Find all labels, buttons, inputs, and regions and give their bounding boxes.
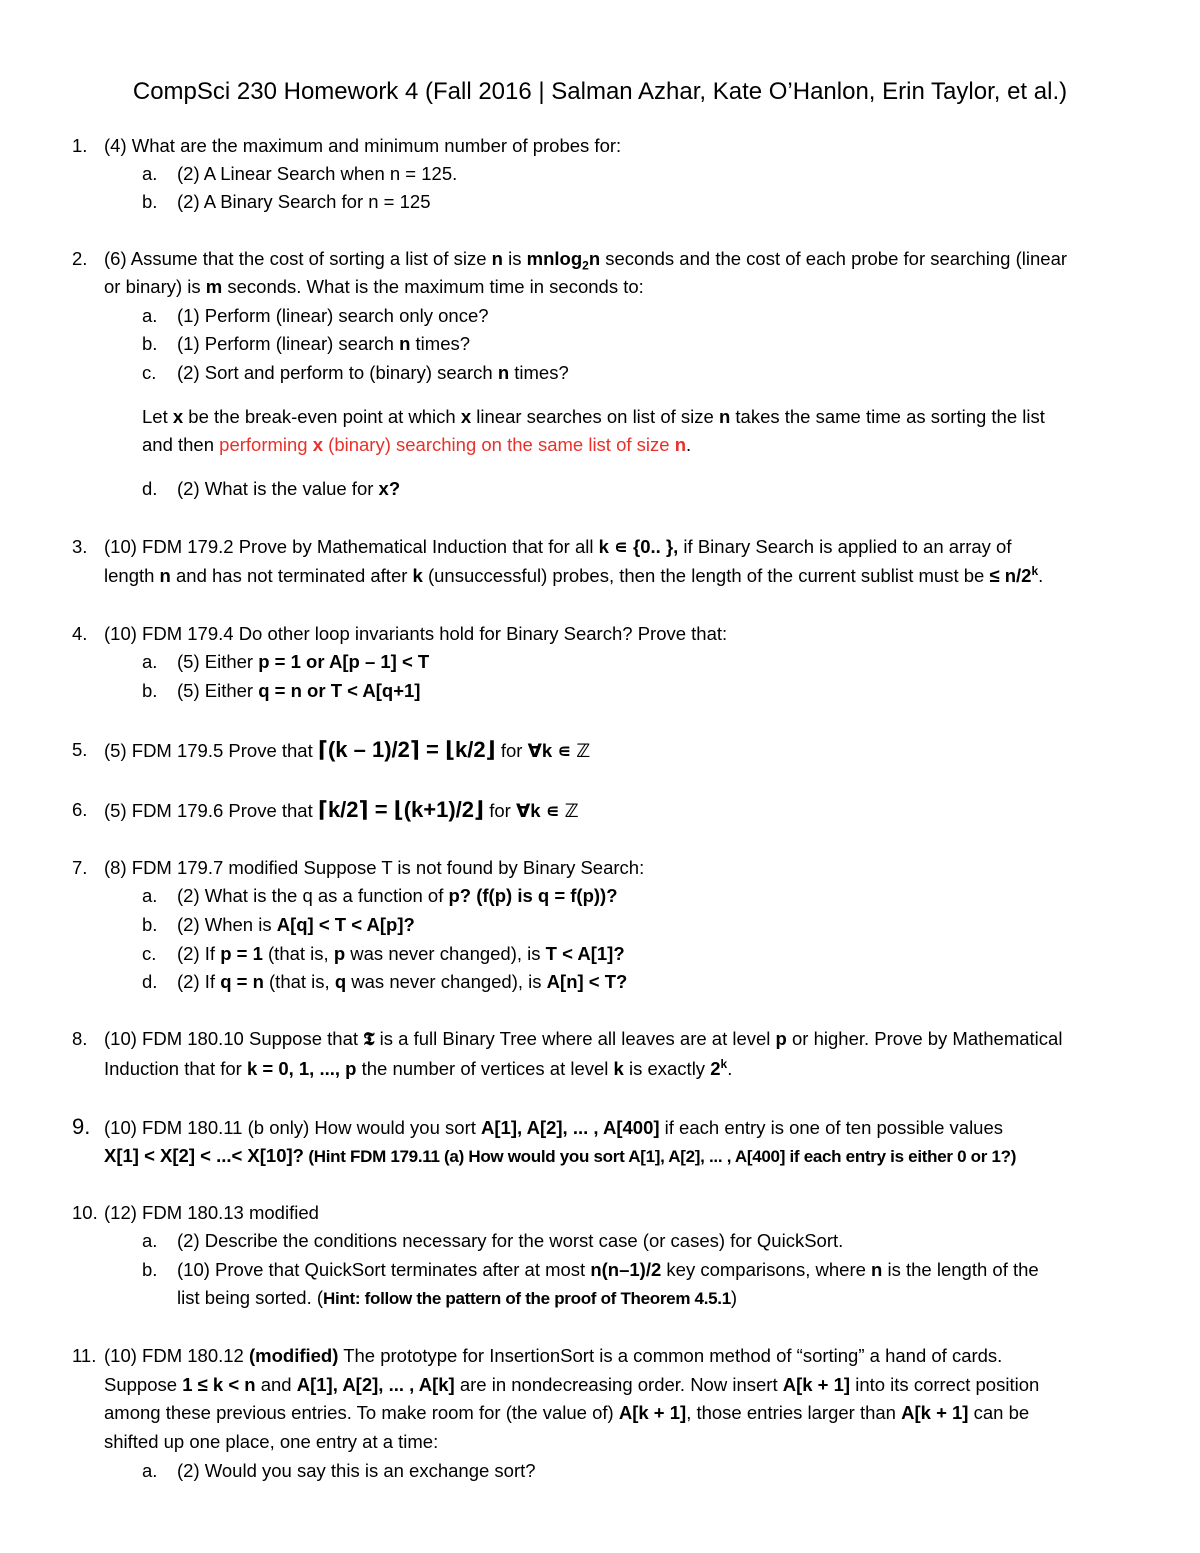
question-3-line-1: (10) FDM 179.2 Prove by Mathematical Induction that for all k ∊ {0.. }, if Binary Search is applied to an array of — [104, 536, 1012, 557]
question-number: 6. — [72, 799, 88, 820]
question-number: 11. — [72, 1345, 97, 1366]
question-11-line-4: shifted up one place, one entry at a time: — [104, 1431, 439, 1452]
question-number: 7. — [72, 857, 88, 878]
question-number: 10. — [72, 1202, 98, 1223]
question-2d-text: (2) What is the value for x? — [177, 478, 401, 499]
question-5-text: (5) FDM 179.5 Prove that ⌈(k – 1)/2⌉ = ⌊k/2⌋ for ∀k ∊ ℤ — [104, 737, 591, 762]
question-8-line-2: Induction that for k = 0, 1, ..., p the number of vertices at level k is exactly 2$^k$. — [104, 1056, 733, 1079]
question-11a-text: (2) Would you say this is an exchange sort? — [177, 1460, 536, 1481]
sub-label: a. — [142, 1230, 158, 1251]
question-7a-text: (2) What is the q as a function of p? (f(p) is q = f(p))? — [177, 885, 618, 906]
sub-label: b. — [142, 191, 158, 212]
question-number: 4. — [72, 623, 88, 644]
question-number: 1. — [72, 135, 88, 156]
question-11-line-2: Suppose 1 ≤ k < n and A[1], A[2], ... , A[k] are in nondecreasing order. Now insert A[k + 1] into its correct position — [104, 1374, 1040, 1395]
question-7c-text: (2) If p = 1 (that is, p was never changed), is T < A[1]? — [177, 943, 625, 964]
question-10b-line-1: (10) Prove that QuickSort terminates after at most n(n–1)/2 key comparisons, where n is the length of the — [177, 1259, 1039, 1280]
sub-label: b. — [142, 914, 158, 935]
question-8-line-1: (10) FDM 180.10 Suppose that 𝕿 is a full Binary Tree where all leaves are at level p or higher. Prove by Mathematical — [104, 1028, 1063, 1049]
question-2-line-1: (6) Assume that the cost of sorting a list of size n is mnlog$_2$n seconds and the cost of each probe for searching (linear — [104, 248, 1068, 273]
sub-label: a. — [142, 1460, 158, 1481]
sub-label: b. — [142, 333, 158, 354]
break-even-line-2: and then performing x (binary) searching on the same list of size n. — [142, 434, 692, 455]
sub-label: a. — [142, 651, 158, 672]
question-2b-text: (1) Perform (linear) search n times? — [177, 333, 471, 354]
sub-label: d. — [142, 971, 158, 992]
question-11-line-3: among these previous entries. To make room for (the value of) A[k + 1], those entries larger than A[k + 1] can be — [104, 1402, 1030, 1423]
question-10b-line-2: list being sorted. (Hint: follow the pattern of the proof of Theorem 4.5.1) — [177, 1287, 738, 1308]
question-11-line-1: (10) FDM 180.12 (modified) The prototype for InsertionSort is a common method of “sorting” a hand of cards. — [104, 1345, 1003, 1366]
question-1-text: (4) What are the maximum and minimum number of probes for: — [104, 135, 622, 156]
question-9-line-2: X[1] < X[2] < ...< X[10]? (Hint FDM 179.11 (a) How would you sort A[1], A[2], ... , A[400] if each entry is either 0 or 1?) — [104, 1145, 1017, 1166]
page-title: CompSci 230 Homework 4 (Fall 2016 | Salman Azhar, Kate O’Hanlon, Erin Taylor, et al.) — [132, 78, 1068, 105]
break-even-line-1: Let x be the break-even point at which x linear searches on list of size n takes the same time as sorting the list — [142, 406, 1045, 427]
sub-label: c. — [142, 943, 157, 964]
sub-label: a. — [142, 163, 158, 184]
question-2-line-2: or binary) is m seconds. What is the maximum time in seconds to: — [104, 276, 644, 297]
question-6-text: (5) FDM 179.6 Prove that ⌈k/2⌉ = ⌊(k+1)/2⌋ for ∀k ∊ ℤ — [104, 797, 579, 822]
question-number: 9. — [72, 1114, 91, 1139]
question-2a-text: (1) Perform (linear) search only once? — [177, 305, 489, 326]
question-10a-text: (2) Describe the conditions necessary for the worst case (or cases) for QuickSort. — [177, 1230, 844, 1251]
sub-label: a. — [142, 305, 158, 326]
question-7d-text: (2) If q = n (that is, q was never changed), is A[n] < T? — [177, 971, 628, 992]
question-10-text: (12) FDM 180.13 modified — [104, 1202, 319, 1223]
question-2c-text: (2) Sort and perform to (binary) search n times? — [177, 362, 569, 383]
sub-label: d. — [142, 478, 158, 499]
sub-label: b. — [142, 680, 158, 701]
question-9-line-1: (10) FDM 180.11 (b only) How would you sort A[1], A[2], ... , A[400] if each entry is one of ten possible values — [104, 1117, 1004, 1138]
sub-label: c. — [142, 362, 157, 383]
question-1b-text: (2) A Binary Search for n = 125 — [177, 191, 431, 212]
question-4b-text: (5) Either q = n or T < A[q+1] — [177, 680, 421, 701]
sub-label: b. — [142, 1259, 158, 1280]
question-4-text: (10) FDM 179.4 Do other loop invariants hold for Binary Search? Prove that: — [104, 623, 728, 644]
question-4a-text: (5) Either p = 1 or A[p – 1] < T — [177, 651, 430, 672]
question-number: 3. — [72, 536, 88, 557]
question-number: 2. — [72, 248, 88, 269]
question-7-text: (8) FDM 179.7 modified Suppose T is not found by Binary Search: — [104, 857, 645, 878]
question-3-line-2: length n and has not terminated after k (unsuccessful) probes, then the length of the current sublist must be ≤ $n/2^k$. — [104, 563, 1044, 586]
sub-label: a. — [142, 885, 158, 906]
question-number: 5. — [72, 739, 88, 760]
question-number: 8. — [72, 1028, 88, 1049]
question-1a-text: (2) A Linear Search when n = 125. — [177, 163, 458, 184]
question-7b-text: (2) When is A[q] < T < A[p]? — [177, 914, 415, 935]
